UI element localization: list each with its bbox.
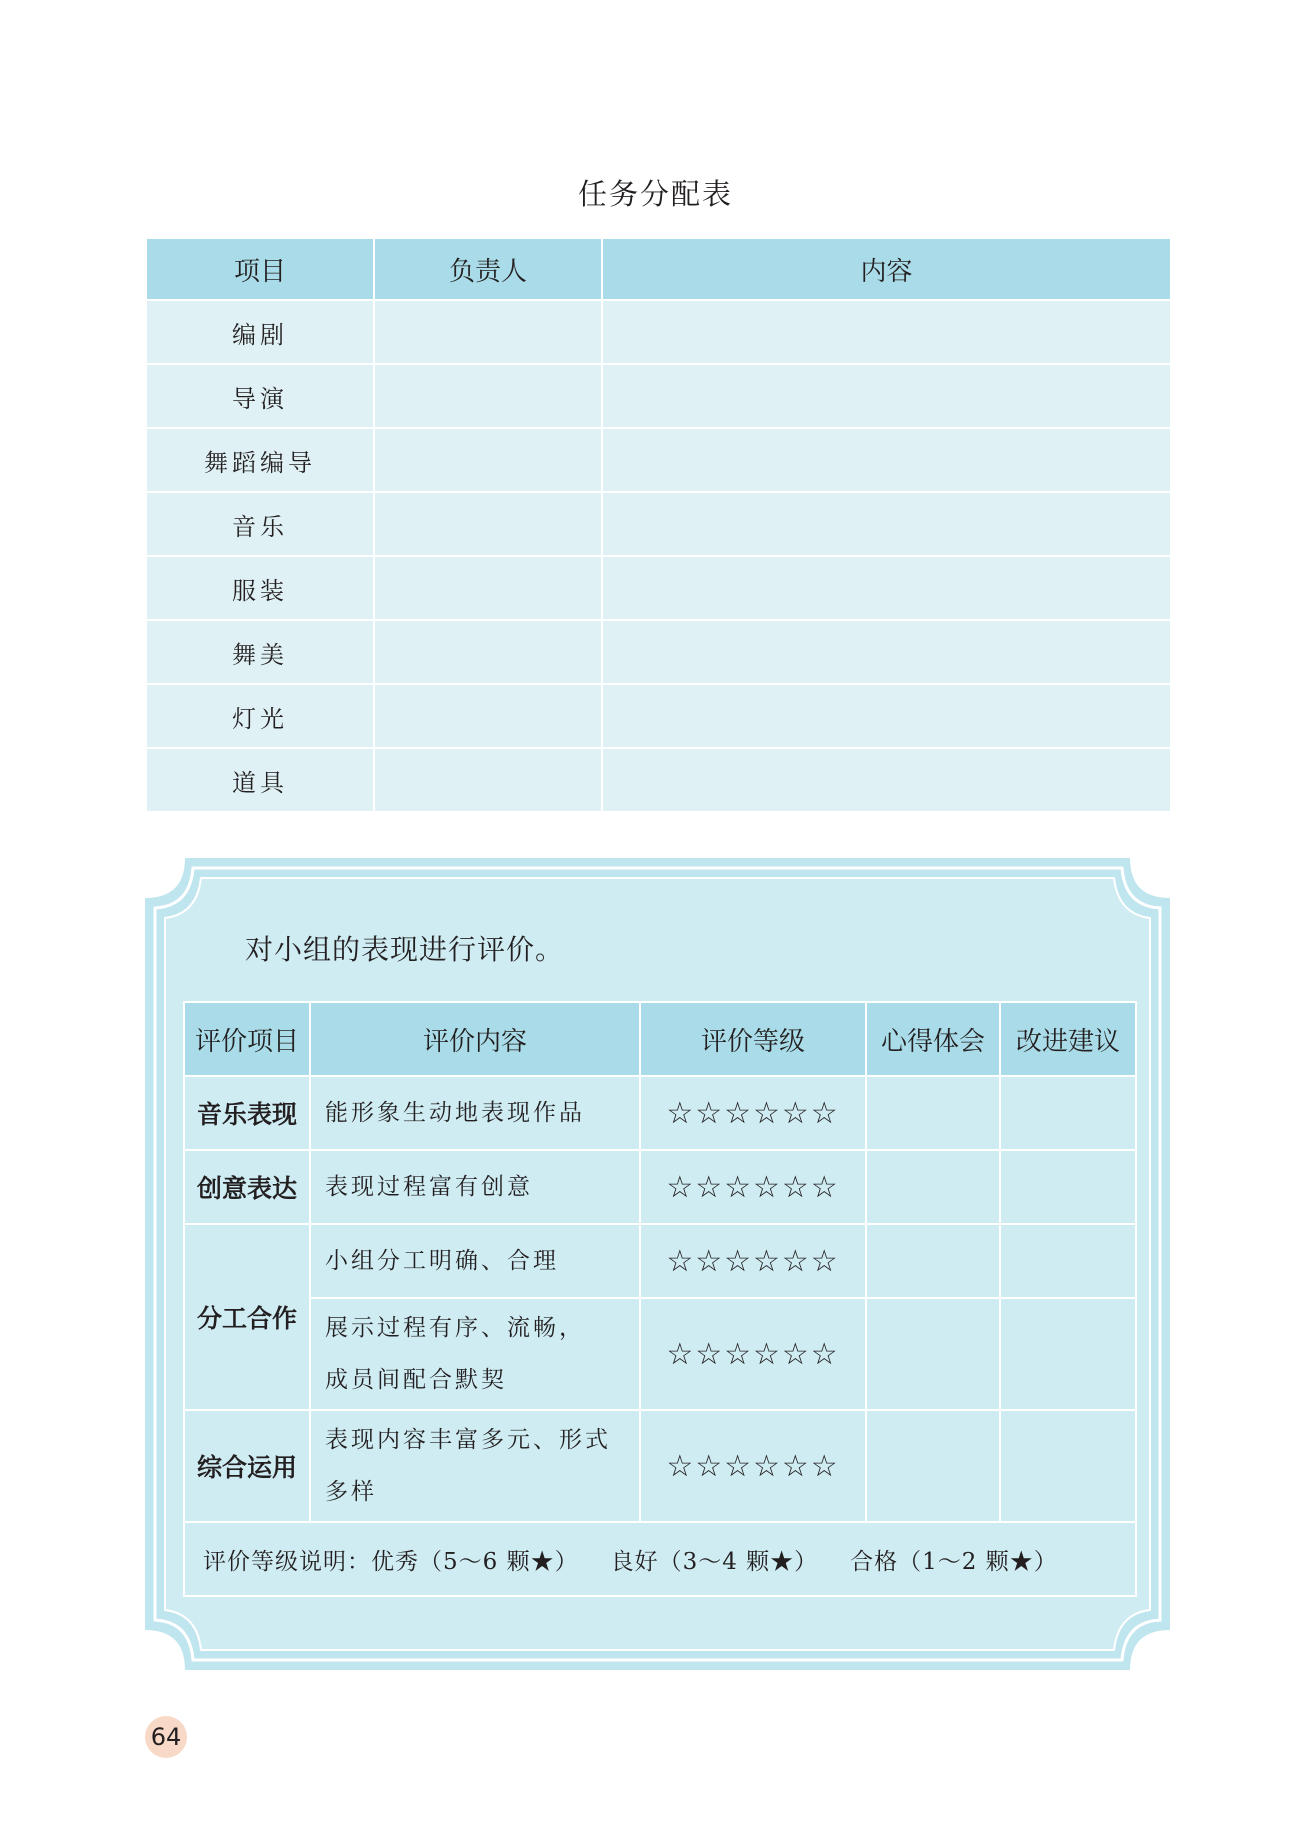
table-row [184,1150,1136,1224]
star-rating[interactable]: ☆☆☆☆☆☆ [640,1224,866,1298]
owner-cell[interactable] [374,748,602,812]
table-row [146,684,1171,748]
evaluation-title: 对小组的表现进行评价。 [245,933,565,966]
suggestion-cell[interactable] [1000,1076,1136,1150]
owner-cell[interactable] [374,428,602,492]
table-row [146,300,1171,364]
row-item: 音乐 [146,492,374,556]
content-integrated-line1: 表现内容丰富多元、形式 [325,1427,611,1453]
owner-cell[interactable] [374,620,602,684]
content-cell[interactable] [602,492,1171,556]
owner-cell[interactable] [374,556,602,620]
content-cell[interactable] [602,364,1171,428]
category-music: 音乐表现 [184,1076,310,1150]
owner-cell[interactable] [374,492,602,556]
content-cell[interactable] [602,428,1171,492]
content-integrated [310,1410,640,1522]
star-rating[interactable]: ☆☆☆☆☆☆ [640,1410,866,1522]
task-assignment-table [145,237,1172,813]
grade-legend [184,1522,1136,1596]
header-content: 内容 [602,238,1171,300]
content-cell[interactable] [602,748,1171,812]
table-row [184,1076,1136,1150]
star-rating[interactable]: ☆☆☆☆☆☆ [640,1298,866,1410]
row-item: 服装 [146,556,374,620]
content-cell[interactable] [602,556,1171,620]
evaluation-table [183,1001,1137,1597]
content-coop-2-line2: 成员间配合默契 [325,1367,507,1393]
header-eval-content: 评价内容 [310,1002,640,1076]
row-item: 灯光 [146,684,374,748]
row-item: 编剧 [146,300,374,364]
legend-pass: 合格（1～2 颗★） [850,1548,1058,1575]
legend-prefix: 评价等级说明： [203,1548,371,1575]
content-coop-2-line1: 展示过程有序、流畅， [325,1315,585,1341]
evaluation-panel [145,858,1170,1670]
reflection-cell[interactable] [866,1410,1000,1522]
content-cell[interactable] [602,684,1171,748]
table-row [184,1224,1136,1298]
reflection-cell[interactable] [866,1298,1000,1410]
content-integrated-line2: 多样 [325,1479,377,1505]
suggestion-cell[interactable] [1000,1224,1136,1298]
row-item: 舞蹈编导 [146,428,374,492]
suggestion-cell[interactable] [1000,1150,1136,1224]
row-item: 导演 [146,364,374,428]
legend-row [184,1522,1136,1596]
table-row [146,492,1171,556]
reflection-cell[interactable] [866,1076,1000,1150]
table-row [146,428,1171,492]
table-row [184,1298,1136,1410]
star-rating[interactable]: ☆☆☆☆☆☆ [640,1150,866,1224]
owner-cell[interactable] [374,364,602,428]
reflection-cell[interactable] [866,1224,1000,1298]
legend-good: 良好（3～4 颗★） [610,1548,819,1575]
table-row [146,748,1171,812]
owner-cell[interactable] [374,300,602,364]
category-integrated: 综合运用 [184,1410,310,1522]
table-row [146,556,1171,620]
suggestion-cell[interactable] [1000,1298,1136,1410]
task-table-title: 任务分配表 [577,177,733,211]
row-item: 舞美 [146,620,374,684]
table-row [184,1410,1136,1522]
header-eval-grade: 评价等级 [640,1002,866,1076]
content-cell[interactable] [602,300,1171,364]
evaluation-header [184,1002,1136,1076]
category-creative: 创意表达 [184,1150,310,1224]
table-row [146,620,1171,684]
page-number: 64 [145,1716,187,1758]
reflection-cell[interactable] [866,1150,1000,1224]
content-creative: 表现过程富有创意 [310,1150,640,1224]
header-eval-item: 评价项目 [184,1002,310,1076]
content-cell[interactable] [602,620,1171,684]
header-suggestion: 改进建议 [1000,1002,1136,1076]
header-item: 项目 [146,238,374,300]
task-table-header [146,238,1171,300]
content-music: 能形象生动地表现作品 [310,1076,640,1150]
legend-excellent: 优秀（5～6 颗★） [371,1548,579,1575]
category-cooperation: 分工合作 [184,1224,310,1410]
content-coop-2 [310,1298,640,1410]
row-item: 道具 [146,748,374,812]
header-owner: 负责人 [374,238,602,300]
star-rating[interactable]: ☆☆☆☆☆☆ [640,1076,866,1150]
suggestion-cell[interactable] [1000,1410,1136,1522]
header-reflection: 心得体会 [866,1002,1000,1076]
table-row [146,364,1171,428]
owner-cell[interactable] [374,684,602,748]
content-coop-1: 小组分工明确、合理 [310,1224,640,1298]
